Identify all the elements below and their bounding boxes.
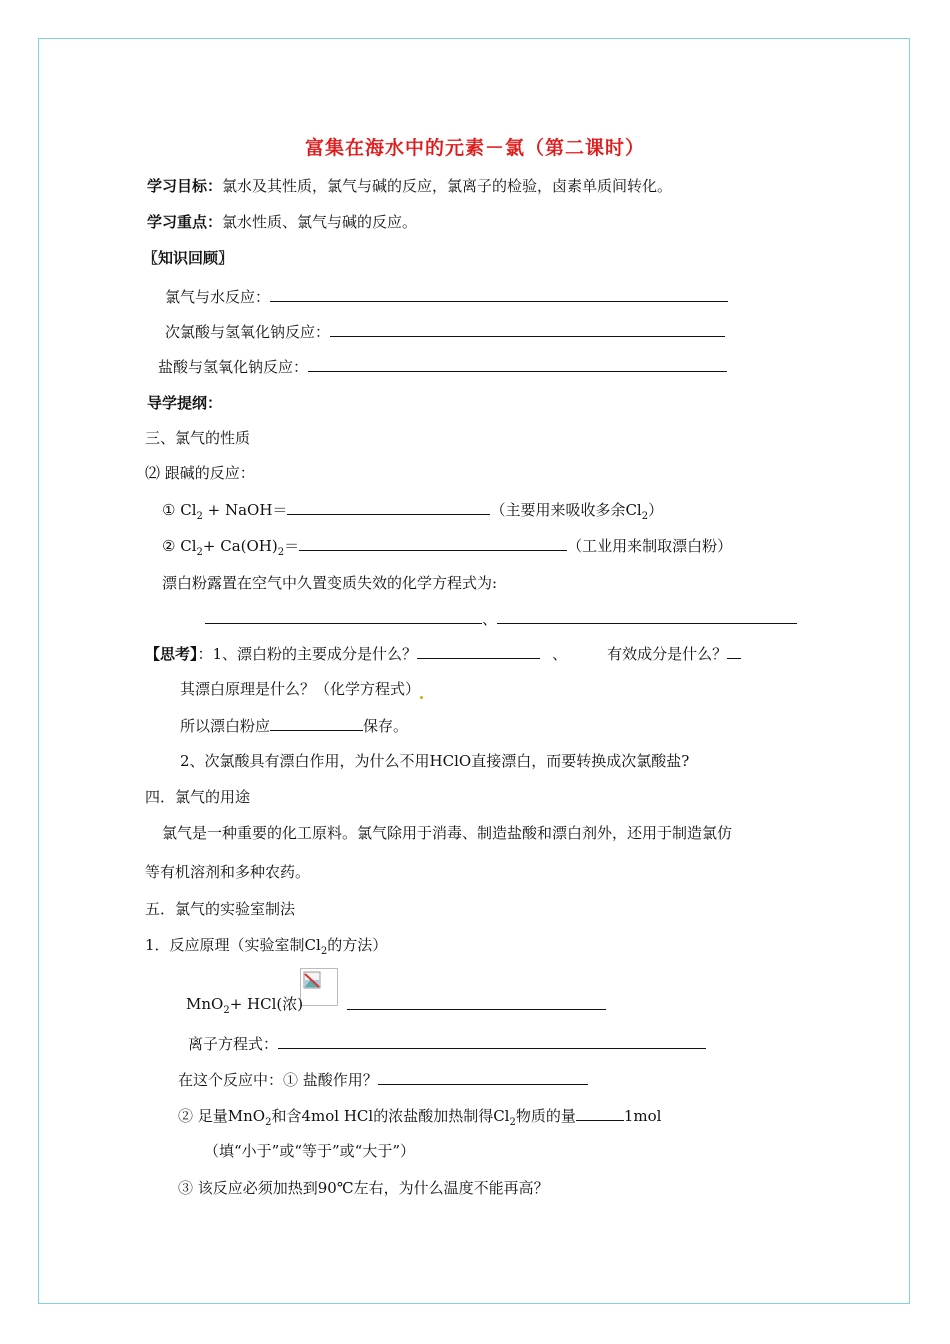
answer-blank[interactable]: [270, 286, 728, 302]
answer-blank[interactable]: [378, 1069, 588, 1085]
goal-label: 学习目标：: [147, 177, 223, 195]
think-label: 【思考】: [145, 645, 198, 663]
eq-text: + Ca(OH): [202, 537, 278, 555]
separator: 、: [552, 645, 568, 663]
principle-question: 其漂白原理是什么？（化学方程式）: [180, 680, 421, 698]
mno2-equation: [186, 994, 303, 1021]
fill-instruction: （填“小于”或“等于”或“大于”）: [204, 1142, 416, 1160]
eq-text: + NaOH＝: [202, 501, 288, 519]
item-text: 的方法）: [327, 936, 388, 954]
eq-note: （工业用来制取漂白粉）: [567, 537, 733, 555]
eq-subscript: 2: [320, 946, 328, 957]
eq-text: ① Cl: [162, 501, 197, 519]
guide-heading: 导学提纲：: [147, 394, 223, 412]
learning-goal: [147, 176, 672, 196]
storage-text: 保存。: [363, 717, 409, 735]
yield-text: ② 足量MnO: [178, 1107, 266, 1125]
answer-blank[interactable]: [299, 535, 567, 551]
section-4-heading: 四．氯气的用途: [145, 788, 251, 806]
bleach-question: 漂白粉露置在空气中久置变质失效的化学方程式为:: [162, 574, 498, 592]
item-text: 1．反应原理（实验室制Cl: [145, 936, 321, 954]
eq-note: （主要用来吸收多余Cl: [490, 501, 642, 519]
eq-subscript: 2: [196, 547, 203, 558]
yield-question: [178, 1105, 661, 1133]
review-item-label: 氯气与水反应：: [165, 288, 271, 306]
review-heading: 〖知识回顾〗: [143, 249, 234, 267]
review-item-label: 盐酸与氢氧化钠反应：: [158, 358, 309, 376]
bleach-answer-line: [205, 608, 797, 629]
hcl-role-question: [178, 1069, 588, 1090]
eq-text: + HCl(浓): [229, 995, 304, 1013]
section-3-sub: ⑵ 跟碱的反应：: [145, 464, 255, 482]
eq-subscript: 2: [223, 1005, 230, 1016]
answer-blank[interactable]: [308, 356, 727, 372]
think-storage: [180, 715, 408, 736]
focus-text: 氯水性质、氯气与碱的反应。: [222, 213, 418, 231]
eq-subscript: 2: [196, 511, 203, 522]
answer-blank[interactable]: [270, 715, 363, 731]
answer-blank[interactable]: [417, 643, 540, 659]
answer-blank[interactable]: [287, 499, 490, 515]
answer-blank[interactable]: [205, 608, 482, 624]
eq-text: ② Cl: [162, 537, 197, 555]
eq-text: MnO: [186, 995, 224, 1013]
eq-subscript: 2: [277, 547, 285, 558]
effective-component-question: 有效成分是什么？: [607, 645, 728, 663]
ionic-equation: [188, 1033, 706, 1054]
section-4-paragraph-1: 氯气是一种重要的化工原料。氯气除用于消毒、制造盐酸和漂白剂外，还用于制造氯仿: [162, 824, 733, 842]
equation-1: [162, 499, 663, 527]
answer-blank[interactable]: [576, 1105, 624, 1121]
yield-text: 和含4mol HCl的浓盐酸加热制得Cl: [271, 1107, 510, 1125]
section-5-heading: 五．氯气的实验室制法: [145, 900, 296, 918]
yield-text: 1mol: [623, 1107, 662, 1125]
section-3-heading: [145, 428, 250, 448]
eq-subscript: 2: [265, 1117, 272, 1128]
learning-focus: [147, 212, 417, 232]
section-5-item-1: [145, 935, 387, 962]
equation-2: [162, 535, 732, 563]
answer-blank[interactable]: [497, 608, 797, 624]
section-3-title: 三、氯气的性质: [145, 429, 251, 447]
think-q1-text: ：1、漂白粉的主要成分是什么？: [197, 645, 418, 663]
eq-text: ＝: [284, 537, 300, 555]
review-item-3: [158, 356, 727, 377]
answer-blank[interactable]: [278, 1033, 706, 1049]
eq-subscript: 2: [641, 511, 649, 522]
think-q2: 2、次氯酸具有漂白作用，为什么不用HClO直接漂白，而要转换成次氯酸盐?: [180, 752, 690, 770]
think-principle: [180, 679, 423, 699]
answer-blank[interactable]: [347, 994, 606, 1010]
page-title: 富集在海水中的元素－氯（第二课时）: [304, 137, 645, 159]
focus-label: 学习重点：: [147, 213, 223, 231]
answer-blank[interactable]: [330, 321, 725, 337]
hcl-role-text: 在这个反应中：① 盐酸作用？: [178, 1071, 378, 1089]
ionic-label: 离子方程式：: [188, 1035, 279, 1053]
eq-subscript: 2: [509, 1117, 516, 1128]
broken-image-icon: [300, 968, 338, 1006]
separator: 、: [482, 610, 498, 628]
goal-text: 氯水及其性质，氯气与碱的反应，氯离子的检验，卤素单质间转化。: [222, 177, 673, 195]
answer-blank[interactable]: [727, 643, 741, 659]
section-4-paragraph-2: 等有机溶剂和多种农药。: [145, 863, 311, 881]
temperature-question: ③ 该反应必须加热到90℃左右，为什么温度不能再高？: [178, 1179, 549, 1197]
marker-dot: [420, 696, 423, 699]
review-item-2: [165, 321, 725, 342]
review-item-1: [165, 286, 728, 307]
review-item-label: 次氯酸与氢氧化钠反应：: [165, 323, 331, 341]
think-q1: [145, 643, 741, 664]
eq-note: ）: [648, 501, 664, 519]
yield-text: 物质的量: [515, 1107, 576, 1125]
storage-text: 所以漂白粉应: [180, 717, 271, 735]
